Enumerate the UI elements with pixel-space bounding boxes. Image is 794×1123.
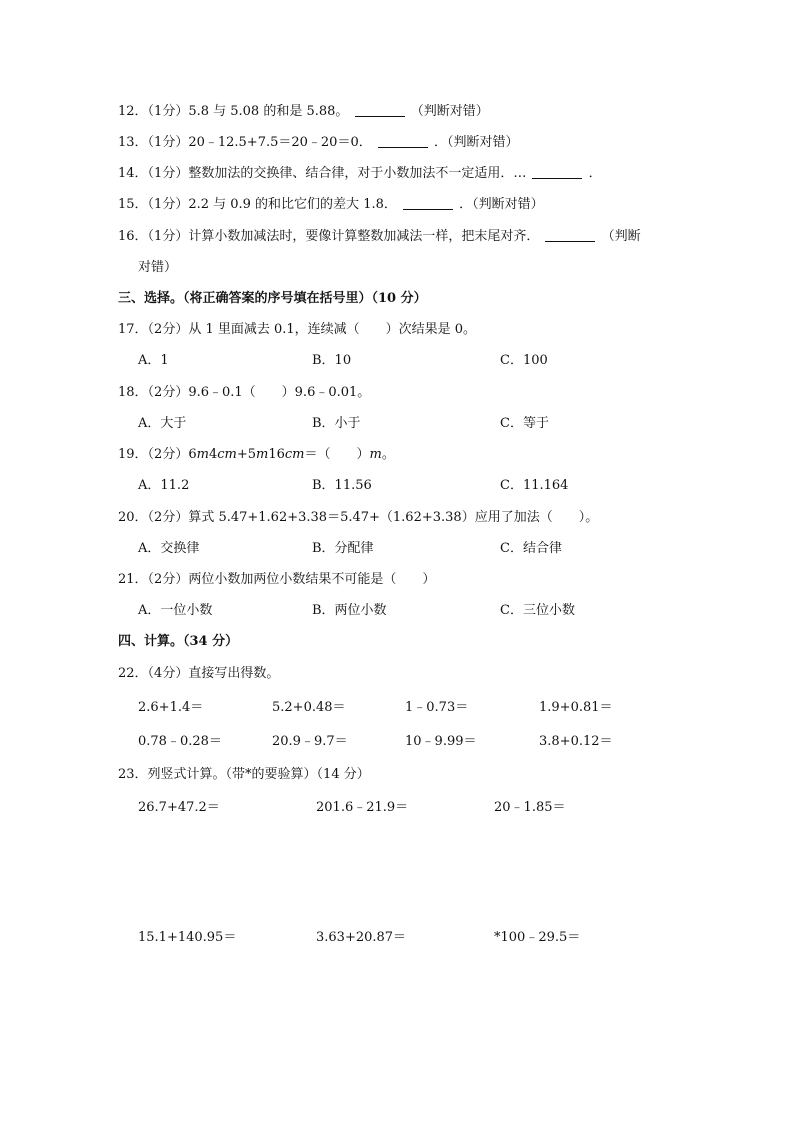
mental-calc-item[interactable]: 2.6+1.4＝	[138, 700, 204, 715]
question-15	[118, 195, 544, 215]
question-suffix: （判断对错）	[410, 104, 489, 119]
vertical-calc-item[interactable]: 15.1+140.95＝	[138, 930, 237, 945]
option-a[interactable]: A．一位小数	[138, 603, 213, 618]
option-b[interactable]: B．小于	[312, 416, 361, 431]
option-c[interactable]: C．100	[500, 353, 548, 368]
num: 6	[188, 447, 197, 462]
option-c[interactable]: C．结合律	[500, 541, 562, 556]
question-22-title: 22．（4分）直接写出得数。	[118, 666, 280, 681]
vertical-calc-item[interactable]: 20﹣1.85＝	[494, 800, 566, 815]
question-text: 12．（1分）5.8 与 5.08 的和是 5.88。	[118, 104, 349, 119]
question-suffix: ．（判断对错）	[434, 135, 519, 150]
mental-calc-item[interactable]: 20.9﹣9.7＝	[272, 734, 348, 749]
option-b[interactable]: B．10	[312, 353, 352, 368]
question-text: ＝（ ）	[304, 447, 370, 462]
option-a[interactable]: A．1	[138, 353, 169, 368]
option-a[interactable]: A．大于	[138, 416, 187, 431]
mental-calc-item[interactable]: 5.2+0.48＝	[272, 700, 346, 715]
option-a[interactable]: A．11.2	[138, 478, 190, 493]
question-19	[118, 445, 395, 465]
question-20: 20．（2分）算式 5.47+1.62+3.38＝5.47+（1.62+3.38）应用了加法（ ）。	[118, 510, 599, 525]
question-16	[118, 227, 641, 247]
num: 16	[268, 447, 285, 462]
question-text: 13．（1分）20﹣12.5+7.5＝20﹣20＝0．	[118, 135, 372, 150]
unit: cm	[284, 447, 305, 462]
mental-calc-item[interactable]: 3.8+0.12＝	[539, 734, 613, 749]
option-b[interactable]: B．两位小数	[312, 603, 387, 618]
vertical-calc-item[interactable]: *100﹣29.5＝	[494, 930, 581, 945]
punctuation: 。	[381, 447, 395, 462]
question-16-continuation: 对错）	[138, 260, 178, 275]
option-b[interactable]: B．分配律	[312, 541, 374, 556]
unit: m	[369, 447, 382, 462]
answer-blank[interactable]	[545, 228, 595, 242]
question-21: 21．（2分）两位小数加两位小数结果不可能是（ ）	[118, 572, 436, 587]
num: +5	[236, 447, 256, 462]
question-text: 14．（1分）整数加法的交换律、结合律，对于小数加法不一定适用．…	[118, 166, 527, 181]
question-17: 17．（2分）从 1 里面减去 0.1，连续减（ ）次结果是 0。	[118, 322, 477, 337]
vertical-calc-item[interactable]: 201.6﹣21.9＝	[316, 800, 409, 815]
answer-blank[interactable]	[355, 103, 405, 117]
option-c[interactable]: C．11.164	[500, 478, 569, 493]
unit: m	[256, 447, 269, 462]
question-13	[118, 133, 519, 153]
mental-calc-item[interactable]: 10﹣9.99＝	[405, 734, 477, 749]
question-12	[118, 102, 489, 122]
mental-calc-item[interactable]: 0.78﹣0.28＝	[138, 734, 222, 749]
unit: cm	[217, 447, 237, 462]
question-text: 15．（1分）2.2 与 0.9 的和比它们的差大 1.8．	[118, 197, 397, 212]
question-suffix: ．	[588, 166, 602, 181]
question-18: 18．（2分）9.6﹣0.1（ ）9.6﹣0.01。	[118, 385, 371, 400]
num: 4	[208, 447, 218, 462]
option-a[interactable]: A．交换律	[138, 541, 200, 556]
section-three-title: 三、选择。（将正确答案的序号填在括号里）（10 分）	[118, 291, 427, 306]
vertical-calc-item[interactable]: 3.63+20.87＝	[316, 930, 407, 945]
mental-calc-item[interactable]: 1.9+0.81＝	[539, 700, 613, 715]
question-suffix: （判断	[601, 229, 641, 244]
option-c[interactable]: C．三位小数	[500, 603, 575, 618]
unit: m	[196, 447, 209, 462]
question-text: 16．（1分）计算小数加减法时，要像计算整数加减法一样，把末尾对齐．	[118, 229, 540, 244]
answer-blank[interactable]	[403, 196, 453, 210]
question-number: 19．（2分）	[118, 447, 189, 462]
section-four-title: 四、计算。（34 分）	[118, 634, 239, 649]
vertical-calc-item[interactable]: 26.7+47.2＝	[138, 800, 220, 815]
question-14	[118, 164, 602, 184]
option-b[interactable]: B．11.56	[312, 478, 372, 493]
mental-calc-item[interactable]: 1﹣0.73＝	[405, 700, 469, 715]
question-suffix: ．（判断对错）	[459, 197, 544, 212]
answer-blank[interactable]	[378, 134, 428, 148]
question-23-title: 23．列竖式计算。（带*的要验算）（14 分）	[118, 767, 370, 782]
option-c[interactable]: C．等于	[500, 416, 549, 431]
answer-blank[interactable]	[532, 165, 582, 179]
